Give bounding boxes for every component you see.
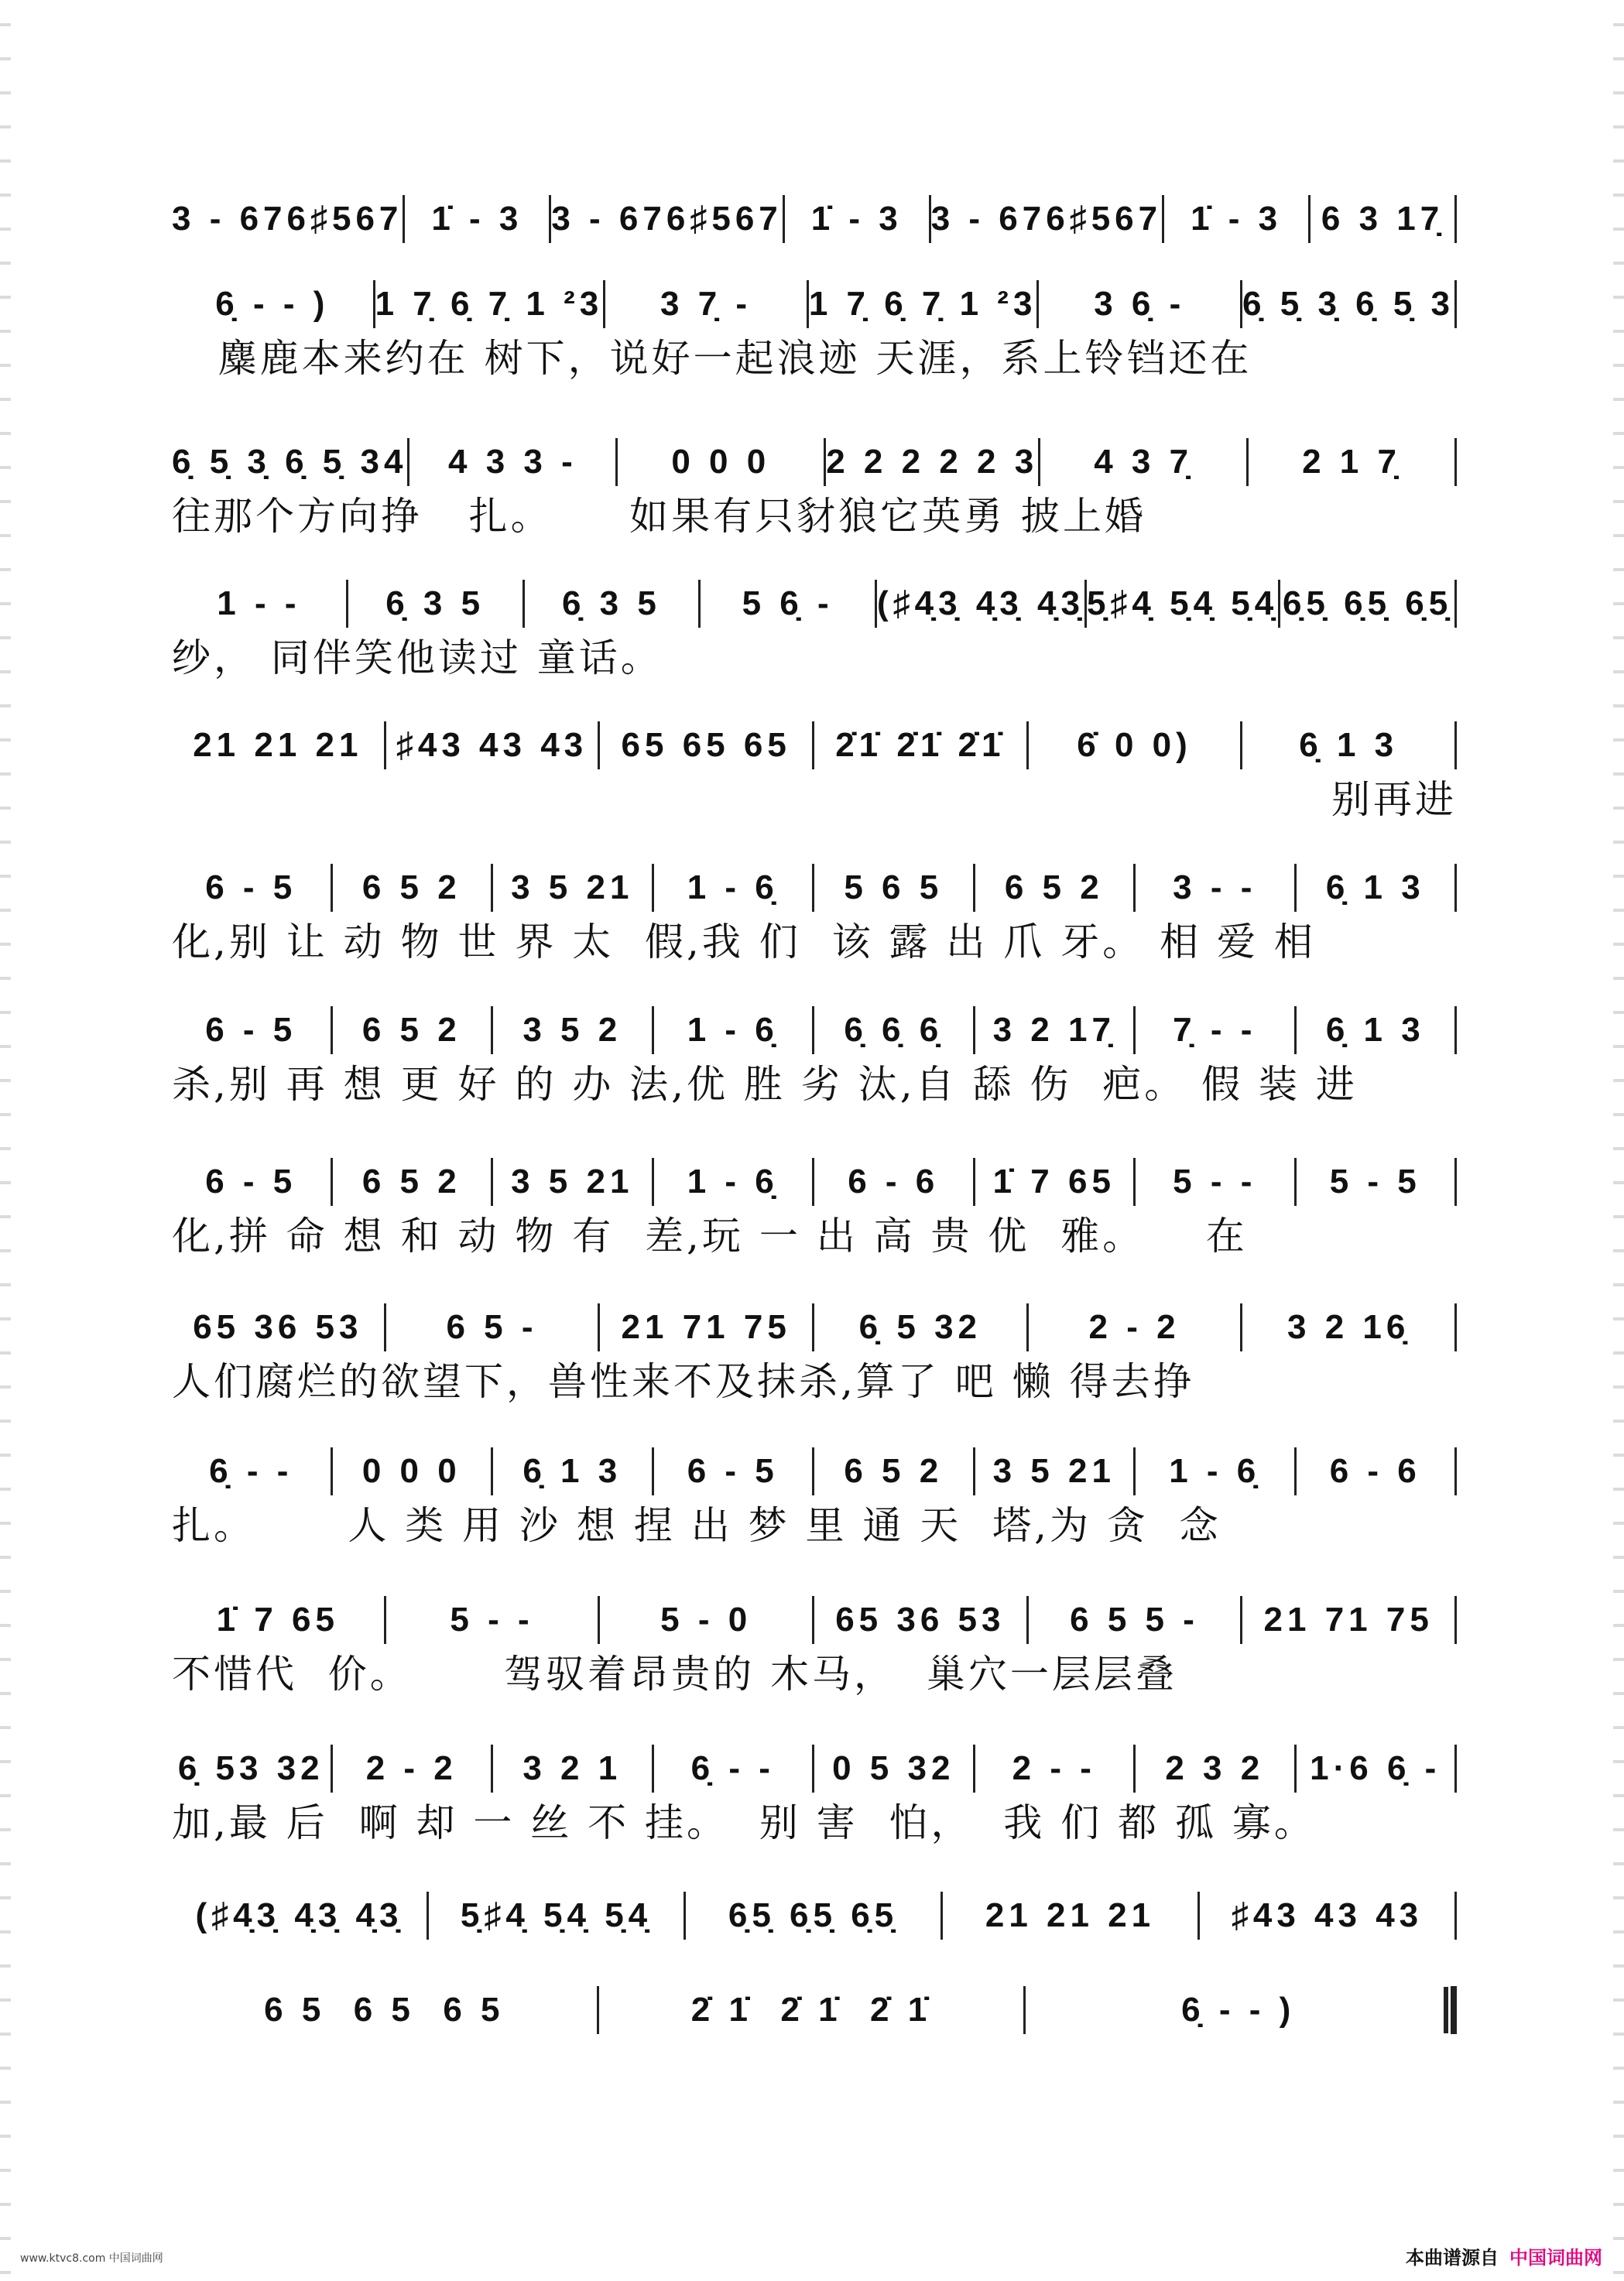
notation-line <box>172 718 1457 772</box>
measure: 4 3 3 - <box>448 443 577 481</box>
measure: 21 71 75 <box>1263 1601 1434 1639</box>
measure: 6 5 6 5 6 5 <box>264 1991 505 2029</box>
bar-line <box>1454 1006 1457 1054</box>
bar-line <box>1454 580 1457 628</box>
measure: 65 36 53 <box>193 1308 363 1346</box>
lyric-line: 麋鹿本来约在 树下，说好一起浪迹 天涯，系上铃铛还在 <box>172 336 1252 381</box>
measure: 6̣ - - <box>690 1749 775 1787</box>
measure: 5 - 5 <box>1329 1163 1421 1200</box>
measure: 1 - 6̣ <box>1169 1452 1261 1490</box>
measure: 1 7̣ 6̣ 7̣ 1 ²3 <box>375 285 604 323</box>
measure: 6̣ 3 5 <box>561 584 661 622</box>
measure: 3 - - <box>1173 868 1257 906</box>
measure: 6̣ 1 3 <box>1299 726 1399 764</box>
measure: 6̣ - - ) <box>1181 1991 1296 2029</box>
measure: 3 5 21 <box>992 1452 1115 1490</box>
notation-line <box>172 1300 1457 1355</box>
measure: 6̣5̣ 6̣5̣ 6̣5̣ <box>728 1896 899 1934</box>
bar-line <box>1454 1158 1457 1206</box>
measure: 3 - 676♯567 <box>172 200 403 238</box>
notation-line <box>172 1444 1457 1498</box>
measure: 5 6̣ - <box>742 584 834 622</box>
measure: 6 - 5 <box>687 1452 779 1490</box>
lyric-line: 纱， 同伴笑他读过 童话。 <box>172 635 663 680</box>
bar-line <box>1454 864 1457 912</box>
bar-line <box>1454 1745 1457 1793</box>
measure: 4 3 7̣ <box>1094 443 1194 481</box>
measure: 21 21 21 <box>193 726 363 764</box>
measure: 6̣ 3 5 <box>385 584 485 622</box>
measure: 1 - 6̣ <box>687 1163 779 1200</box>
measure: 6 - 6 <box>1329 1452 1421 1490</box>
measure: 1 7̣ 6̣ 7̣ 1 ²3 <box>808 285 1037 323</box>
measure: 6 5 2 <box>361 868 461 906</box>
measure: ♯43 43 43 <box>396 726 588 764</box>
measure: 3 2 17̣ <box>992 1011 1115 1049</box>
footer-source-brand: 中国词曲网 <box>1509 2247 1602 2269</box>
measure: 2 - - <box>1012 1749 1096 1787</box>
bar-line <box>1454 280 1457 328</box>
measure: 1 - - <box>217 584 301 622</box>
measure: 5 - 0 <box>660 1601 752 1639</box>
notation-line <box>172 1742 1457 1796</box>
measure: 1 - 6̣ <box>687 1011 779 1049</box>
measure: 6̣ - - ) <box>215 285 330 323</box>
measure: 6̣ 1 3 <box>522 1452 622 1490</box>
measure: 3 6̣ - <box>1094 285 1186 323</box>
measure: 5 - - <box>1173 1163 1257 1200</box>
lyric-line: 加,最 后 啊 却 一 丝 不 挂。 别 害 怕， 我 们 都 孤 寡。 <box>172 1800 1316 1845</box>
measure: 2 - 2 <box>365 1749 457 1787</box>
measure: 6̣ 5̣ 3̣ 6̣ 5̣ 34 <box>172 443 408 481</box>
measure: 6̣ - - <box>209 1452 293 1490</box>
measure: 6̣ 53 32 <box>177 1749 324 1787</box>
measure: 3 5 21 <box>511 1163 634 1200</box>
measure: 0 0 0 <box>361 1452 461 1490</box>
measure: 6̣5̣ 6̣5̣ 6̣5̣ <box>1282 584 1453 622</box>
lyric-line: 化,别 让 动 物 世 界 太 假,我 们 该 露 出 爪 牙。 相 爱 相 <box>172 920 1316 964</box>
measure: 6 5 5 - <box>1070 1601 1199 1639</box>
measure: 5̣♯4̣ 5̣4̣ 5̣4̣ <box>460 1896 653 1934</box>
measure: 3 - 676♯567 <box>551 200 783 238</box>
notation-line <box>172 277 1457 331</box>
bar-line <box>1454 1892 1457 1940</box>
notation-line <box>172 1593 1457 1647</box>
right-watermark-strip <box>1613 0 1624 2281</box>
measure: 6 - 5 <box>205 1011 297 1049</box>
bar-line <box>1454 1596 1457 1644</box>
bar-line <box>1454 438 1457 486</box>
measure: 1 - 6̣ <box>687 868 779 906</box>
measure: 2 2 2 2 2 3 <box>826 443 1039 481</box>
notation-line <box>172 861 1457 915</box>
measure: 0 5 32 <box>832 1749 955 1787</box>
measure: 2 1 7̣ <box>1302 443 1401 481</box>
measure: ♯43 43 43 <box>1231 1896 1424 1934</box>
bar-line <box>1454 1447 1457 1495</box>
measure: 3 5 21 <box>511 868 634 906</box>
measure: 6̣ 1 3 <box>1325 1011 1425 1049</box>
measure: (♯4̣3̣ 4̣3̣ 4̣3̣ <box>195 1896 403 1934</box>
measure: 6 5 2 <box>1004 868 1104 906</box>
measure: 1̇ 7 65 <box>992 1163 1115 1200</box>
measure: 5 - - <box>450 1601 534 1639</box>
measure: 3 2 16̣ <box>1287 1308 1410 1346</box>
lyric-line: 往那个方向挣 扎。 如果有只豺狼它英勇 披上婚 <box>172 494 1147 539</box>
measure: 6̣ 5̣ 3̣ 6̣ 5̣ 3 <box>1242 285 1454 323</box>
measure: 1̇ 7 65 <box>216 1601 339 1639</box>
measure: 3 2 1 <box>522 1749 622 1787</box>
lyric-line: 别再进 <box>1331 777 1457 822</box>
measure: 6 5 2 <box>844 1452 944 1490</box>
measure: 6 5 - <box>446 1308 538 1346</box>
measure: 2 - 2 <box>1088 1308 1180 1346</box>
notation-line <box>172 435 1457 489</box>
measure: 1̇ - 3 <box>1191 200 1283 238</box>
measure: 6̣ 5 32 <box>858 1308 982 1346</box>
bar-line <box>1454 1303 1457 1351</box>
notation-line <box>172 1155 1457 1209</box>
lyric-line: 化,拼 命 想 和 动 物 有 差,玩 一 出 高 贵 优 雅。 在 <box>172 1214 1248 1259</box>
notation-line <box>172 192 1457 246</box>
measure: 2̇1̇ 2̇1̇ 2̇1̇ <box>835 726 1006 764</box>
measure: 2̇ 1̇ 2̇ 1̇ 2̇ 1̇ <box>690 1991 932 2029</box>
lyric-line: 不惜代 价。 驾驭着昂贵的 木马， 巢穴一层层叠 <box>172 1652 1177 1697</box>
footer-source <box>1406 2242 1602 2269</box>
measure: 1·6 6̣ - <box>1310 1749 1441 1787</box>
footer-source-label: 本曲谱源自 <box>1406 2247 1499 2269</box>
measure: 6 5 2 <box>361 1011 461 1049</box>
notation-line <box>172 1003 1457 1057</box>
measure: 6 - 5 <box>205 868 297 906</box>
notation-line <box>172 1889 1457 1943</box>
measure: 6̣ 1 3 <box>1325 868 1425 906</box>
notation-line <box>172 577 1457 631</box>
measure: 21 71 75 <box>621 1308 791 1346</box>
bar-line <box>1454 721 1457 769</box>
measure: 6̇ 0 0) <box>1077 726 1192 764</box>
final-bar-line <box>1451 1986 1457 2034</box>
measure: 65 36 53 <box>835 1601 1006 1639</box>
measure: 65 65 65 <box>621 726 791 764</box>
measure: 0 0 0 <box>671 443 771 481</box>
lyric-line: 人们腐烂的欲望下，兽性来不及抹杀,算了 吧 懒 得去挣 <box>172 1359 1195 1404</box>
measure: 3 - 676♯567 <box>930 200 1163 238</box>
measure: 6 - 5 <box>205 1163 297 1200</box>
measure: 5 6 5 <box>844 868 944 906</box>
measure: 7̣ - - <box>1173 1011 1257 1049</box>
measure: 3 5 2 <box>522 1011 622 1049</box>
left-watermark-strip <box>0 0 11 2281</box>
measure: 6 - 6 <box>848 1163 940 1200</box>
measure: 1̇ - 3 <box>810 200 903 238</box>
notation-line <box>172 1983 1457 2037</box>
lyric-line: 杀,别 再 想 更 好 的 办 法,优 胜 劣 汰,自 舔 伤 疤。 假 装 进 <box>172 1062 1358 1107</box>
measure: 21 21 21 <box>985 1896 1156 1934</box>
measure: 6 3 17̣ <box>1321 200 1444 238</box>
measure: 3 7̣ - <box>660 285 752 323</box>
measure: 2 3 2 <box>1165 1749 1265 1787</box>
measure: 1̇ - 3 <box>431 200 523 238</box>
bar-line <box>1454 195 1457 243</box>
measure: (♯4̣3̣ 4̣3̣ 4̣3̣ <box>877 584 1084 622</box>
footer-site-text: www.ktvc8.com 中国词曲网 <box>20 2252 163 2265</box>
measure: 5̣♯4̣ 5̣4̣ 5̣4̣ <box>1086 584 1279 622</box>
measure: 6 5 2 <box>361 1163 461 1200</box>
measure: 6̣ 6̣ 6̣ <box>844 1011 944 1049</box>
lyric-line: 扎。 人 类 用 沙 想 捏 出 梦 里 通 天 塔,为 贪 念 <box>172 1503 1221 1548</box>
